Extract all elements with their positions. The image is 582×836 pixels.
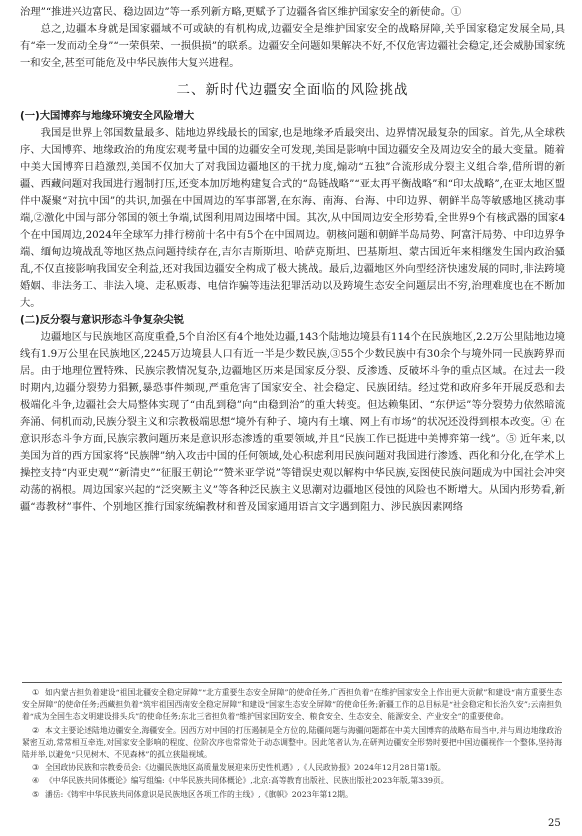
subsection-title-1: (一)大国博弈与地缘环境安全风险增大	[20, 110, 195, 122]
footnote-text: 本文主要论述陆地边疆安全,海疆安全。因西方对中国的打压遏制是全方位的,陆疆问题与海疆问题都在中美大国博弈的战略布局当中,并与周边地缘政治紧密互动,常常相互牵连,对国家安全影响的程度、位阶次序也常常处于动态调整中。因此笔者认为,在研判边疆安全形势时要把中国边疆视作一个整体,坚持海陆并举,以避免“只见树木、不见森林”的孤立狭隘视域。	[22, 725, 562, 760]
section-title: 二、新时代边疆安全面临的风险挑战	[176, 82, 409, 98]
footnote-mark: ⑤	[32, 789, 39, 799]
footnote-mark: ②	[32, 725, 40, 735]
footnote-mark: ①	[32, 688, 40, 697]
footnote-3	[22, 762, 562, 774]
footnote-text: 潘岳:《铸牢中华民族共同体意识是民族地区各项工作的主线》,《旗帜》2023年第12期。	[45, 789, 353, 799]
footnote-mark: ④	[32, 776, 39, 786]
footnotes	[22, 682, 562, 802]
footnote-mark: ③	[32, 763, 39, 773]
main-body	[20, 4, 565, 516]
footnote-2	[22, 725, 562, 762]
footnote-text: 《中华民族共同体概论》编写组编:《中华民族共同体概论》,北京:高等教育出版社、民族出版社2023年版,第339页。	[45, 776, 449, 786]
footnote-5	[22, 789, 562, 801]
footnote-text: 全国政协民族和宗教委员会:《边疆民族地区高质量发展迎来历史性机遇》,《人民政协报》2024年12月28日第1版。	[45, 763, 446, 773]
paragraph-separatism: 边疆地区与民族地区高度重叠,5个自治区有4个地处边疆,143个陆地边境县有114个在民族地区,2.2万公里陆地边境线有1.9万公里在民族地区,2245万边境县人口有近一半是少数民族,③55个少数民族中有30余个与境外同一民族跨界而居。由于地理位置特殊、民族宗教情况复杂,边疆地区历来是国家反分裂、反渗透、反破坏斗争的重点区域。在过去一段时期内,边疆分裂势力猖獗,暴恐事件频现,严重危害了国家安全、社会稳定、民族团结。经过党和政府多年开展反恐和去极端化斗争,边疆社会大局整体实现了“由乱到稳”向“由稳到治”的重大转变。但达赖集团、“东伊运”等分裂势力依然暗流奔涌、伺机而动,民族分裂主义和宗教极端思想“境外有种子、境内有土壤、网上有市场”的状况还没得到根本改变。④ 在意识形态斗争方面,民族宗教问题历来是意识形态渗透的重要领域,并且“民族工作已挺进中美博弈第一线”。⑤ 近年来,以美国为首的西方国家将“民族牌”纳入攻击中国的任何领域,处心积虑利用民族问题对我国进行渗透、西化和分化,在学术上操控支持“内亚史观”“新清史”“征服王朝论”“赞米亚学说”等错误史观以解构中华民族,妄图使民族问题成为中国社会冲突动荡的祸根。周边国家兴起的“泛突厥主义”等各种泛民族主义思潮对边疆地区侵蚀的风险也不断增大。从国内形势看,新疆“毒教材”事件、个别地区推行国家统编教材和普及国家通用语言文字遇到阻力、涉民族因素网络	[20, 331, 565, 513]
footnote-1	[22, 687, 562, 724]
paragraph-intro: 总之,边疆本身就是国家疆域不可或缺的有机构成,边疆安全是维护国家安全的战略屏障,关乎国家稳定发展全局,具有“牵一发而动全身”“一荣俱荣、一损俱损”的联系。边疆安全问题如果解决不好,不仅危害边疆社会稳定,还会威胁国家统一和安全,甚至可能危及中华民族伟大复兴进程。	[20, 23, 565, 69]
paragraph-geopolitics: 我国是世界上邻国数量最多、陆地边界线最长的国家,也是地缘矛盾最突出、边界情况最复杂的国家。首先,从全球秩序、大国博弈、地缘政治的角度宏观考量中国的边疆安全可发现,美国是影响中国边疆安全及周边安全的最大变量。随着中美大国博弈日趋激烈,美国不仅加大了对我国边疆地区的干扰力度,煽动“五独”合流形成分裂主义组合拳,借所谓的新疆、西藏问题对我国进行遏制打压,还变本加厉地构建复合式的“岛链战略”“亚太再平衡战略”和“印太战略”,在亚太地区盟伴中凝聚“对抗中国”的共识,加强在中国周边的军事部署,在东海、南海、台海、中印边界、朝鲜半岛等敏感地区挑动事端,②激化中国与部分邻国的领土争端,试图利用周边围堵中国。其次,从中国周边安全形势看,全世界9个有核武器的国家4个在中国周边,2024年全球军力排行榜前十名中有5个在中国周边。朝核问题和朝鲜半岛局势、阿富汗局势、中印边界争端、缅甸边境战乱等地区热点问题持续存在,吉尔吉斯斯坦、哈萨克斯坦、巴基斯坦、蒙古国近年来相继发生国内政治骚乱,不仅直接影响我国安全利益,还对我国边疆安全构成了极大挑战。最后,边疆地区外向型经济快速发展的同时,非法跨境婚姻、非法务工、非法入境、走私贩毒、电信诈骗等违法犯罪活动以及跨境生态安全问题层出不穷,治理难度也在不断加大。	[20, 127, 565, 309]
paragraph-intro-tail: 治理”“推进兴边富民、稳边固边”等一系列新方略,更赋予了边疆各省区维护国家安全的新使命。①	[20, 6, 462, 18]
footnote-4	[22, 775, 562, 787]
subsection-title-2: (二)反分裂与意识形态斗争复杂尖锐	[20, 314, 184, 326]
page-number: 25	[548, 818, 561, 829]
footnote-text: 如内蒙古担负着建设“祖国北疆安全稳定屏障”“北方重要生态安全屏障”的使命任务,广西担负着“在维护国家安全上作出更大贡献”和建设“南方重要生态安全屏障”的使命任务;西藏担负着“筑牢祖国西南安全稳定屏障”和建设“国家生态安全屏障”的使命任务;新疆工作的总目标是“社会稳定和长治久安”;云南担负着“成为全国生态文明建设排头兵”的使命任务;东北三省担负着“维护国家国防安全、粮食安全、生态安全、能源安全、产业安全”的重要使命。	[22, 688, 562, 722]
